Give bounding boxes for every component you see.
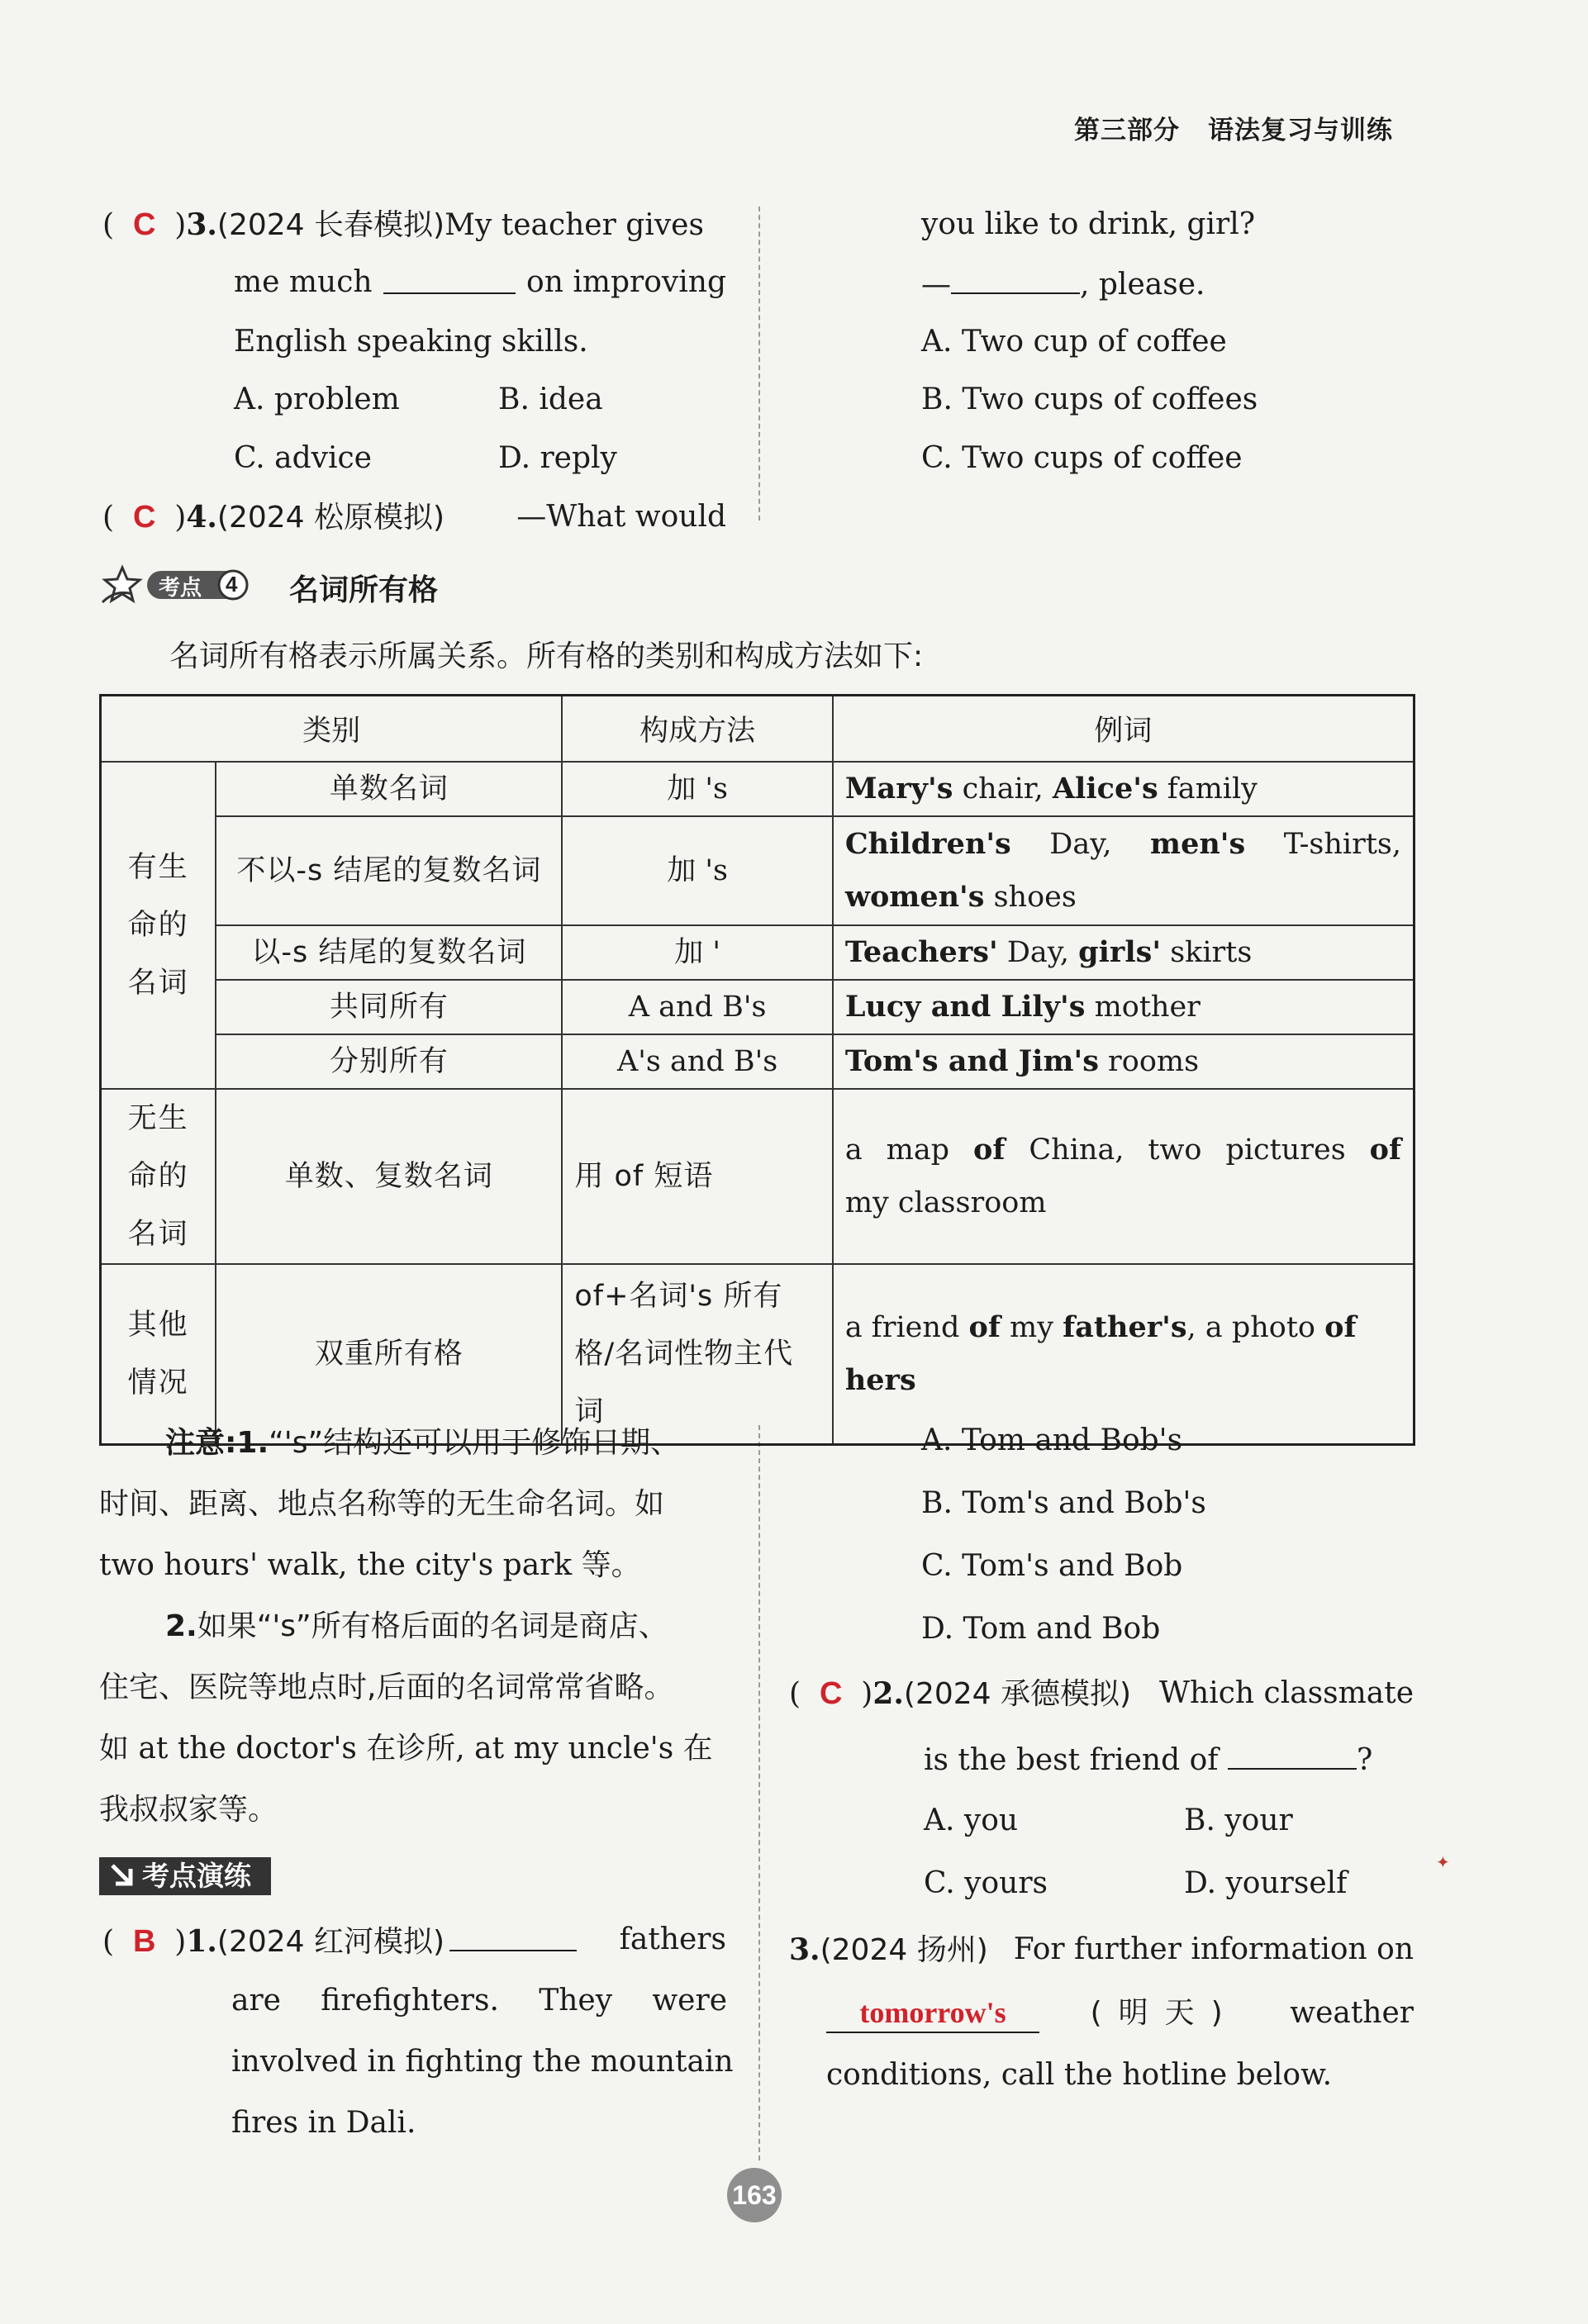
table-row: [101, 925, 1414, 980]
arrow-down-right-icon: [106, 1857, 139, 1895]
example-text: skirts: [1161, 936, 1253, 969]
note-2-text: 如果“'s”所有格后面的名词是商店、: [197, 1609, 668, 1643]
row-method: 加 's: [562, 816, 832, 925]
column-divider-top: [758, 207, 760, 520]
example-text: chair,: [953, 772, 1053, 806]
section-intro: 名词所有格表示所属关系。所有格的类别和构成方法如下:: [169, 639, 924, 673]
row-method: 加 ': [562, 925, 832, 980]
header-part: 第三部分: [1074, 116, 1180, 145]
d1-option-a[interactable]: A. Tom and Bob's: [921, 1423, 1183, 1457]
example-bold: of: [968, 1309, 1001, 1344]
example-line: [845, 871, 1401, 924]
section-badge: [99, 564, 256, 606]
example-bold: of: [973, 1133, 1006, 1167]
row-method: of+名词's 所有格/名词性物主代词: [562, 1264, 832, 1444]
drill-title: 考点演练: [142, 1860, 251, 1892]
q3-option-a[interactable]: A. problem: [234, 383, 400, 416]
drill-3-line1: [789, 1932, 1414, 1969]
example-text: my classroom: [844, 1186, 1047, 1219]
row-sub: 单数名词: [216, 762, 562, 816]
q3-text-3: English speaking skills.: [234, 325, 588, 359]
example-bold: father's: [1063, 1309, 1187, 1344]
d1-option-b[interactable]: B. Tom's and Bob's: [921, 1486, 1206, 1520]
example-text: rooms: [1098, 1045, 1200, 1078]
example-text: a map: [844, 1133, 974, 1167]
question-3-line1: ( C )3.(2024 长春模拟)My teacher gives: [102, 207, 704, 242]
d2-text-1: Which classmate: [1159, 1676, 1414, 1710]
q4-dash: —: [921, 268, 951, 302]
example-text: shoes: [984, 881, 1077, 914]
example-bold: Tom's and Jim's: [844, 1044, 1099, 1078]
q3-number: 3.: [186, 207, 217, 242]
note-2-line3: 如 at the doctor's 在诊所, at my uncle's 在: [99, 1732, 713, 1766]
q3-source: (2024 长春模拟): [216, 208, 445, 242]
page-number: 163: [727, 2168, 782, 2222]
row-example: [833, 1034, 1414, 1089]
answer-q3: C: [132, 207, 156, 242]
group-other: 其他情况: [101, 1264, 216, 1444]
q3-text-2a: me much: [234, 265, 373, 299]
d1-blank[interactable]: [449, 1922, 577, 1951]
row-example: [833, 762, 1414, 816]
example-text: family: [1158, 772, 1258, 806]
d1-text-1: fathers: [619, 1922, 726, 1956]
d2-qmark: ?: [1357, 1743, 1373, 1777]
note-2-num: 2.: [165, 1609, 197, 1643]
q4-option-c[interactable]: C. Two cups of coffee: [921, 441, 1243, 475]
example-text: mother: [1085, 991, 1201, 1024]
note-2-line1: [165, 1596, 668, 1657]
row-example: [833, 1264, 1414, 1444]
q4-text-3: [921, 264, 1205, 303]
q3-blank[interactable]: [383, 264, 516, 294]
table-row: [101, 762, 1414, 816]
group-inanimate: 无生命的名词: [101, 1089, 216, 1264]
table-row: [101, 1089, 1414, 1264]
example-bold: Children's: [844, 827, 1011, 861]
d3-text-2: weather: [1290, 1996, 1414, 2030]
header-category: 类别: [101, 696, 563, 763]
example-bold: Alice's: [1052, 772, 1158, 806]
q4-option-a[interactable]: A. Two cup of coffee: [921, 325, 1227, 359]
column-divider-bottom: [758, 1425, 760, 2160]
badge-label: 考点: [159, 576, 202, 601]
d1-source: (2024 红河模拟): [216, 1925, 445, 1959]
example-bold: women's: [844, 880, 985, 914]
q4-blank[interactable]: [951, 264, 1080, 294]
d3-text-3: conditions, call the hotline below.: [826, 2058, 1333, 2092]
q3-option-d[interactable]: D. reply: [498, 441, 617, 475]
row-method: 加 's: [562, 762, 832, 816]
answer-d1: B: [132, 1924, 156, 1959]
d3-source: (2024 扬州): [820, 1933, 988, 1967]
question-3-line2: [234, 264, 726, 301]
example-text: a friend: [844, 1310, 969, 1344]
q3-option-b[interactable]: B. idea: [498, 383, 603, 416]
possessive-table: [99, 694, 1415, 1446]
answer-d2: C: [819, 1676, 843, 1711]
d2-number: 2.: [872, 1676, 904, 1711]
header-example: 例词: [833, 696, 1414, 763]
d1-text-4: fires in Dali.: [231, 2106, 416, 2140]
row-sub: 双重所有格: [216, 1264, 562, 1444]
example-bold: Teachers': [844, 935, 998, 969]
q4-number: 4.: [186, 500, 217, 535]
note-1-line2: 时间、距离、地点名称等的无生命名词。如: [99, 1487, 665, 1521]
answer-q4: C: [132, 500, 156, 535]
example-line: [845, 818, 1401, 871]
d1-text-3: involved in fighting the mountain: [231, 2045, 734, 2079]
badge-number: 4: [226, 572, 238, 596]
example-bold: of: [1369, 1133, 1402, 1167]
row-sub: 单数、复数名词: [216, 1089, 562, 1264]
d2-option-c[interactable]: C. yours: [924, 1866, 1048, 1900]
section-title: 名词所有格: [289, 573, 439, 607]
d2-option-d[interactable]: D. yourself: [1184, 1866, 1348, 1900]
note-label: 注意:: [165, 1426, 237, 1460]
drill-1-line1: ( B )1.(2024 红河模拟) fathers: [102, 1922, 726, 1959]
example-text: Day,: [997, 936, 1079, 969]
d1-number: 1.: [186, 1924, 217, 1959]
d3-number: 3.: [789, 1932, 820, 1967]
q3-text-1: My teacher gives: [445, 208, 704, 242]
d1-text-2: are firefighters. They were: [231, 1984, 727, 2017]
row-method: A and B's: [562, 980, 832, 1034]
q4-text-3b: , please.: [1080, 268, 1205, 302]
table-row: [101, 816, 1414, 925]
q4-option-b[interactable]: B. Two cups of coffees: [921, 383, 1258, 416]
q4-text-2: you like to drink, girl?: [921, 207, 1256, 241]
example-line: [845, 1124, 1401, 1176]
note-1-text: “'s”结构还可以用于修饰日期、: [269, 1426, 681, 1460]
header-method: 构成方法: [562, 696, 832, 763]
d3-text-1: For further information on: [1013, 1932, 1414, 1966]
example-bold: Mary's: [844, 772, 953, 806]
drill-2-line1: ( C )2.(2024 承德模拟) Which classmate: [789, 1676, 1414, 1711]
note-1-num: 1.: [236, 1426, 269, 1460]
q4-text-1: —What would: [516, 500, 726, 534]
example-text: , a photo: [1186, 1310, 1325, 1344]
row-method: 用 of 短语: [562, 1089, 832, 1264]
d2-blank[interactable]: [1228, 1740, 1357, 1770]
row-example: [833, 1089, 1414, 1264]
d1-option-c[interactable]: C. Tom's and Bob: [921, 1549, 1183, 1583]
note-2-line2: 住宅、医院等地点时,后面的名词常常省略。: [99, 1671, 674, 1704]
row-method: A's and B's: [562, 1034, 832, 1089]
row-example: [833, 980, 1414, 1034]
page-header: [1074, 109, 1393, 146]
example-bold: Lucy and Lily's: [844, 990, 1086, 1024]
d2-text-2: [924, 1740, 1372, 1779]
example-bold: men's: [1150, 827, 1246, 861]
note-1-line3: two hours' walk, the city's park 等。: [99, 1548, 641, 1582]
table-header-row: [101, 696, 1414, 763]
q3-text-2b: on improving: [526, 265, 726, 299]
group-animate: 有生命的名词: [101, 762, 216, 1089]
d2-option-b[interactable]: B. your: [1184, 1804, 1293, 1837]
d3-answer: tomorrow's: [859, 1996, 1006, 2029]
d3-hint: (明天): [1090, 1996, 1239, 2030]
d3-answer-blank[interactable]: [826, 1994, 1039, 2033]
example-text: Day,: [1010, 828, 1151, 861]
note-2-line4: 我叔叔家等。: [99, 1793, 278, 1827]
example-text: T-shirts,: [1245, 828, 1401, 861]
row-example: [833, 925, 1414, 980]
row-sub: 不以-s 结尾的复数名词: [216, 816, 562, 925]
row-example: [833, 816, 1414, 925]
d2-source: (2024 承德模拟): [903, 1677, 1132, 1711]
d2-option-a[interactable]: A. you: [924, 1804, 1019, 1837]
drill-3-line2: [826, 1994, 1414, 2033]
example-text: my: [1000, 1310, 1063, 1344]
row-sub: 共同所有: [216, 980, 562, 1034]
drill-section-header: [99, 1857, 271, 1895]
example-text: China, two pictures: [1005, 1133, 1370, 1167]
d2-text-2a: is the best friend of: [924, 1743, 1219, 1777]
header-title: 语法复习与训练: [1208, 116, 1393, 145]
example-bold: girls': [1078, 935, 1162, 969]
note-1-line1: [165, 1413, 680, 1474]
row-sub: 分别所有: [216, 1034, 562, 1089]
row-sub: 以-s 结尾的复数名词: [216, 925, 562, 980]
table-row: [101, 1034, 1414, 1089]
red-mark-icon: ✦: [1436, 1852, 1450, 1872]
q3-option-c[interactable]: C. advice: [234, 441, 372, 475]
d1-option-d[interactable]: D. Tom and Bob: [921, 1612, 1161, 1646]
q4-source: (2024 松原模拟): [216, 501, 445, 535]
example-bold: of hers: [844, 1309, 1357, 1397]
table-row: [101, 980, 1414, 1034]
question-4-line1: ( C )4.(2024 松原模拟) —What would: [102, 500, 726, 535]
